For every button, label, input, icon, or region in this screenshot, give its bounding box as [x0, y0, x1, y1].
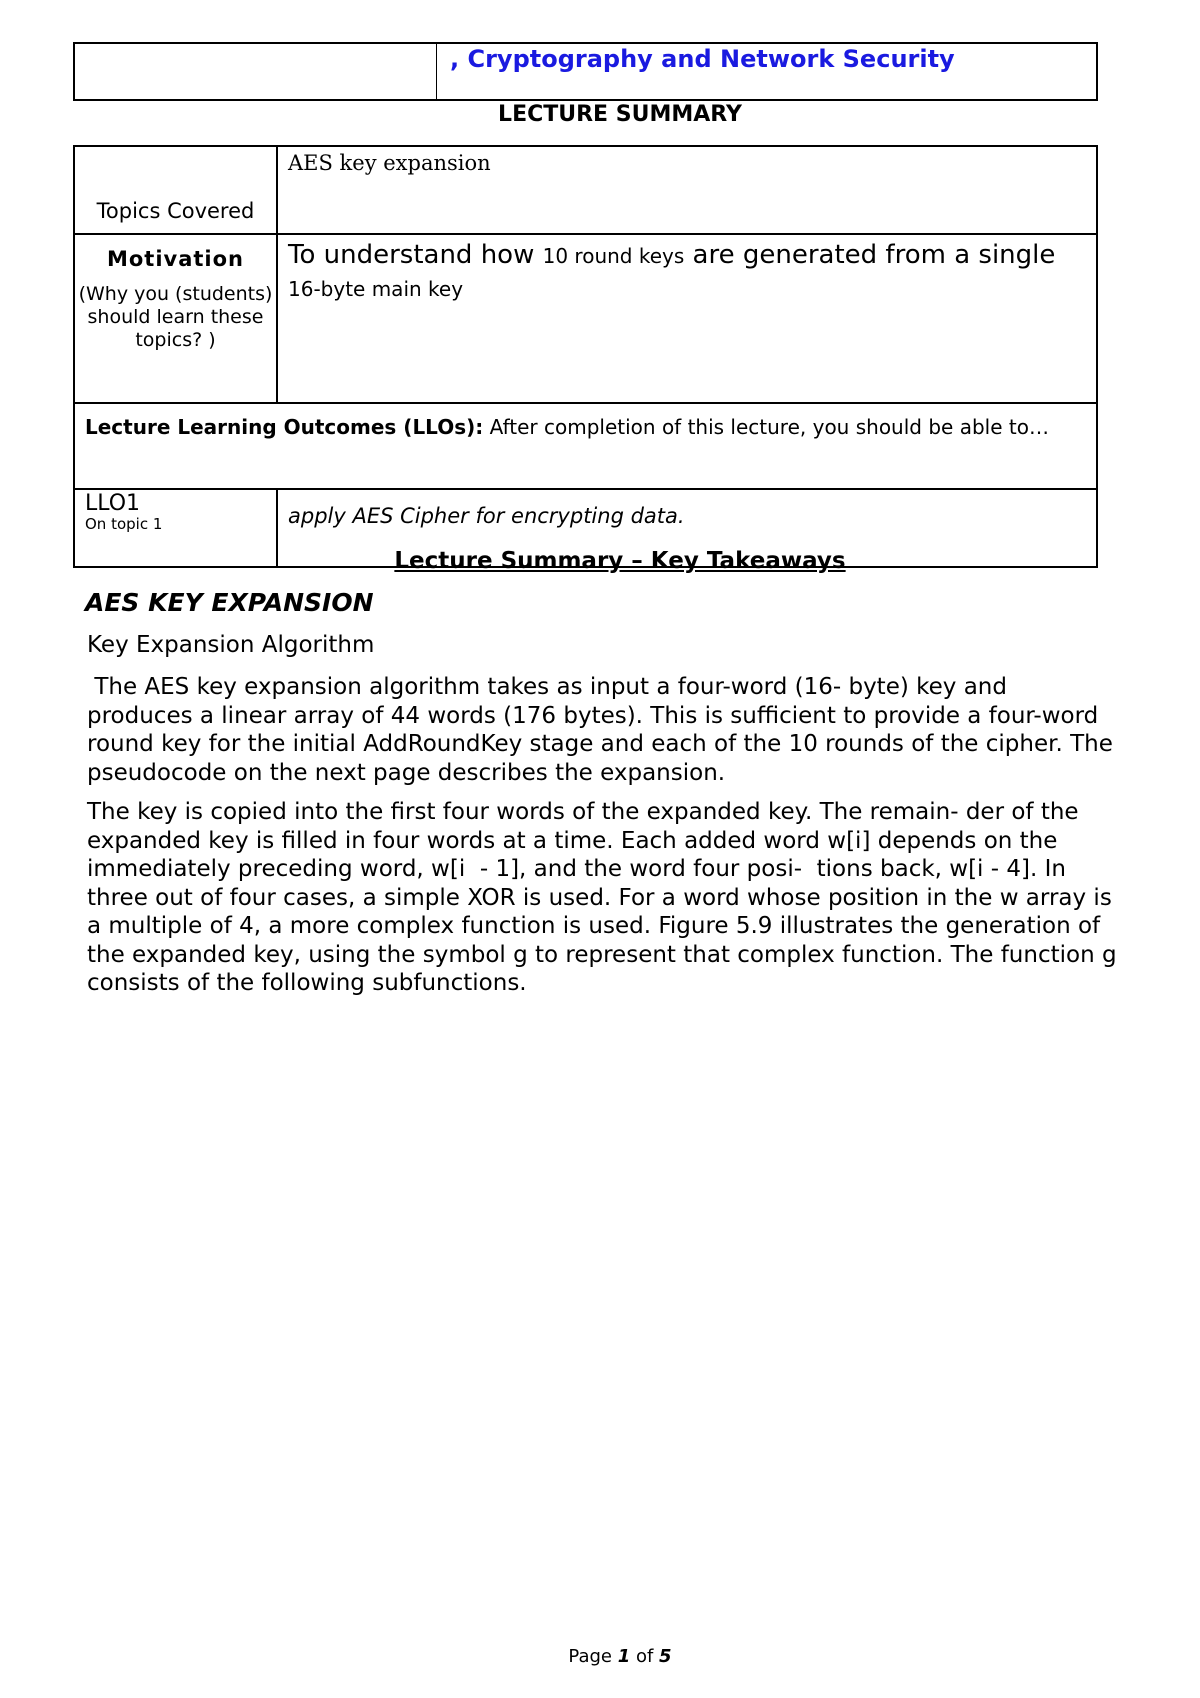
llo-intro-heading: Lecture Learning Outcomes (LLOs):	[85, 415, 484, 439]
section-heading: AES KEY EXPANSION	[85, 588, 374, 617]
page-of: of	[630, 1646, 660, 1667]
llo-intro-text: After completion of this lecture, you should be able to…	[483, 415, 1049, 439]
sub-heading: Key Expansion Algorithm	[87, 632, 375, 658]
llo1-text: apply AES Cipher for encrypting data.	[277, 489, 1097, 567]
page-footer	[0, 1646, 1200, 1667]
llo-intro-row	[74, 403, 1097, 489]
lecture-summary-table	[73, 145, 1098, 568]
topics-label-cell	[74, 146, 277, 234]
motivation-row	[74, 234, 1097, 403]
header-box	[73, 42, 1098, 101]
lecture-summary-title: LECTURE SUMMARY	[498, 102, 742, 127]
paragraph-1: The AES key expansion algorithm takes as input a four-word (16- byte) key and produces a linear array of 44 words (176 bytes). This is sufficient to provide a four-word round key for the initial AddRoundKey stage and each of the 10 rounds of the cipher. The pseudocode on the next page describes the expansion.	[87, 674, 1121, 786]
topics-row	[74, 146, 1097, 234]
header-left-cell	[75, 44, 437, 99]
page-current: 1	[617, 1646, 631, 1667]
motivation-text-part: are generated from a single	[684, 240, 1056, 270]
paragraph-2: The key is copied into the first four words of the expanded key. The remain- der of the expanded key is filled in four words at a time. Each added word w[i] depends on the immediately preceding word, w[i - 1], and the word four posi- tions back, w[i - 4]. In three out of four cases, a simple XOR is used. For a word whose position in the w array is a multiple of 4, a more complex function is used. Figure 5.9 illustrates the generation of the expanded key, using the symbol g to represent that complex function. The function g consists of the following subfunctions.	[87, 799, 1124, 996]
llo1-id: LLO1	[85, 491, 141, 516]
motivation-text	[277, 234, 1097, 403]
motivation-sublabel: (Why you (students) should learn these topics? )	[78, 283, 273, 351]
motivation-text-part: 16-byte main key	[288, 277, 464, 301]
motivation-text-part: To understand how	[288, 240, 543, 270]
llo-intro	[74, 403, 1097, 489]
page-total: 5	[659, 1646, 672, 1667]
llo1-topic: On topic 1	[85, 515, 163, 533]
motivation-label: Motivation	[106, 247, 245, 271]
page-label: Page	[568, 1646, 618, 1667]
motivation-label-cell	[74, 234, 277, 403]
motivation-text-part: 10 round keys	[542, 244, 685, 268]
course-title: , Cryptography and Network Security	[450, 45, 955, 73]
key-takeaways-title: Lecture Summary – Key Takeaways	[394, 548, 846, 574]
topics-label: Topics Covered	[96, 199, 255, 223]
topics-value: AES key expansion	[277, 146, 1097, 234]
